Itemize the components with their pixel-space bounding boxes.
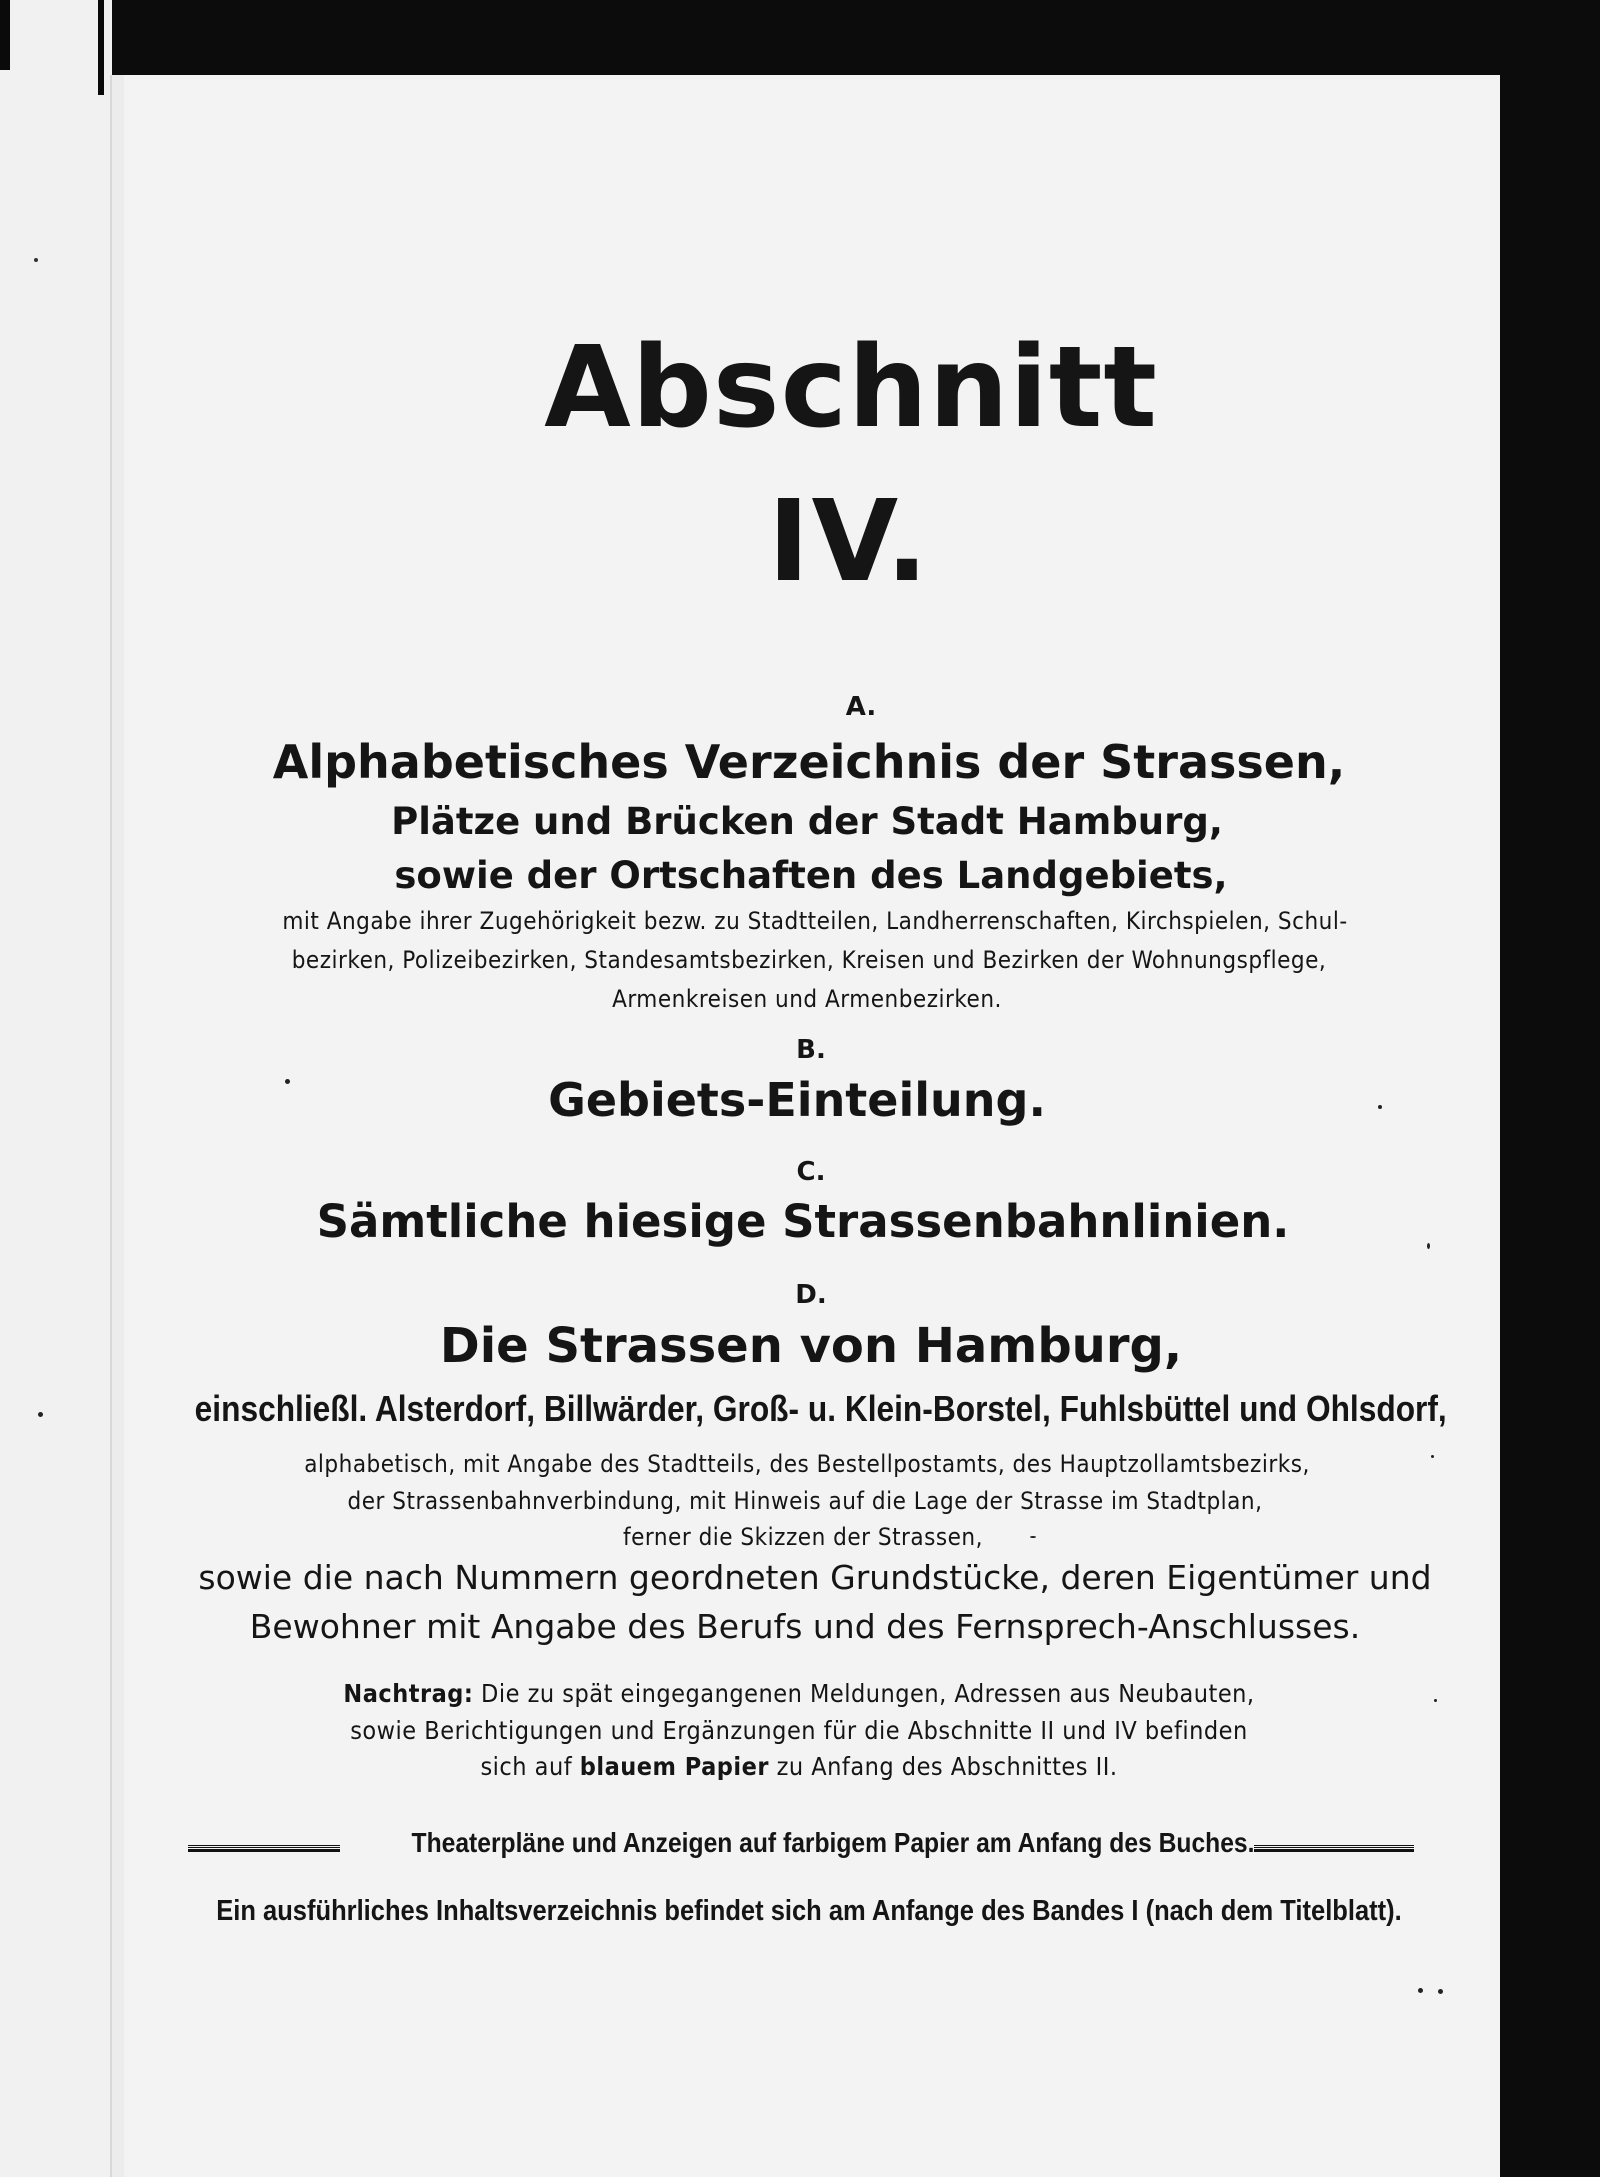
section-a-subheading-2: sowie der Ortschaften des Landgebiets,: [394, 854, 1228, 897]
section-d-detail-1: alphabetisch, mit Angabe des Stadtteils, des Bestellpostamts, des Hauptzollamtsbezirks,: [304, 1450, 1310, 1478]
footer-toc-note: Ein ausführliches Inhaltsverzeichnis befindet sich am Anfange des Bandes I (nach dem Titelblatt).: [216, 1895, 1402, 1927]
nachtrag-line-2: sowie Berichtigungen und Ergänzungen für die Abschnitte II und IV befinden: [350, 1716, 1248, 1745]
left-page-strip: [0, 0, 112, 2177]
section-b-heading: Gebiets-Einteilung.: [548, 1073, 1046, 1127]
section-a-heading: Alphabetisches Verzeichnis der Strassen,: [272, 735, 1346, 789]
scan-speck: [285, 1079, 290, 1084]
section-d-subheading: einschließl. Alsterdorf, Billwärder, Groß- u. Klein-Borstel, Fuhlsbüttel und Ohlsdorf,: [194, 1388, 1447, 1429]
nachtrag-line-1: [110, 1679, 1488, 1708]
scan-speck: [1418, 1988, 1423, 1993]
section-title: Abschnitt: [544, 323, 1158, 453]
scan-speck: [1431, 1455, 1434, 1458]
nachtrag-text-1: Die zu spät eingegangenen Meldungen, Adressen aus Neubauten,: [481, 1679, 1255, 1708]
scan-speck: [34, 258, 38, 262]
section-a-letter: A.: [845, 692, 877, 722]
gutter-shadow: [98, 0, 104, 95]
section-d-letter: D.: [795, 1280, 827, 1310]
nachtrag-text-3a: sich auf: [480, 1752, 573, 1781]
scan-speck: [1434, 1699, 1437, 1702]
scan-speck: [38, 1412, 43, 1417]
section-d-detail-3: ferner die Skizzen der Strassen,: [623, 1523, 983, 1551]
section-a-detail-1: mit Angabe ihrer Zugehörigkeit bezw. zu Stadtteilen, Landherrenschaften, Kirchspielen, Schul-: [282, 907, 1348, 935]
scan-edge-shadow: [0, 0, 10, 70]
footer-rule-right: [1254, 1845, 1414, 1852]
section-numeral: IV.: [767, 477, 931, 607]
section-a-detail-2: bezirken, Polizeibezirken, Standesamtsbezirken, Kreisen und Bezirken der Wohnungspflege,: [291, 946, 1327, 974]
nachtrag-line-3: [110, 1752, 1488, 1781]
section-c-letter: C.: [796, 1157, 826, 1187]
nachtrag-blue-paper: blauem Papier: [579, 1752, 769, 1781]
section-b-letter: B.: [796, 1035, 826, 1065]
section-d-detail-2: der Strassenbahnverbindung, mit Hinweis auf die Lage der Strasse im Stadtplan,: [347, 1487, 1263, 1515]
footer-notice: Theaterpläne und Anzeigen auf farbigem Papier am Anfang des Buches.: [411, 1827, 1255, 1858]
section-d-detail-5: Bewohner mit Angabe des Berufs und des Fernsprech-Anschlusses.: [249, 1607, 1361, 1646]
document-page: [122, 75, 1500, 2177]
scan-speck: [1427, 1243, 1430, 1249]
section-a-subheading-1: Plätze und Brücken der Stadt Hamburg,: [391, 800, 1223, 843]
section-c-heading: Sämtliche hiesige Strassenbahnlinien.: [316, 1195, 1290, 1248]
section-d-heading: Die Strassen von Hamburg,: [439, 1318, 1183, 1374]
scan-speck: [1378, 1105, 1382, 1109]
scan-speck: [1030, 1536, 1036, 1538]
section-a-detail-3: Armenkreisen und Armenbezirken.: [612, 985, 1002, 1013]
section-d-detail-4: sowie die nach Nummern geordneten Grundstücke, deren Eigentümer und: [198, 1558, 1432, 1597]
nachtrag-text-3b: zu Anfang des Abschnittes II.: [776, 1752, 1118, 1781]
scan-speck: [1438, 1989, 1443, 1994]
nachtrag-label: Nachtrag:: [343, 1679, 474, 1708]
